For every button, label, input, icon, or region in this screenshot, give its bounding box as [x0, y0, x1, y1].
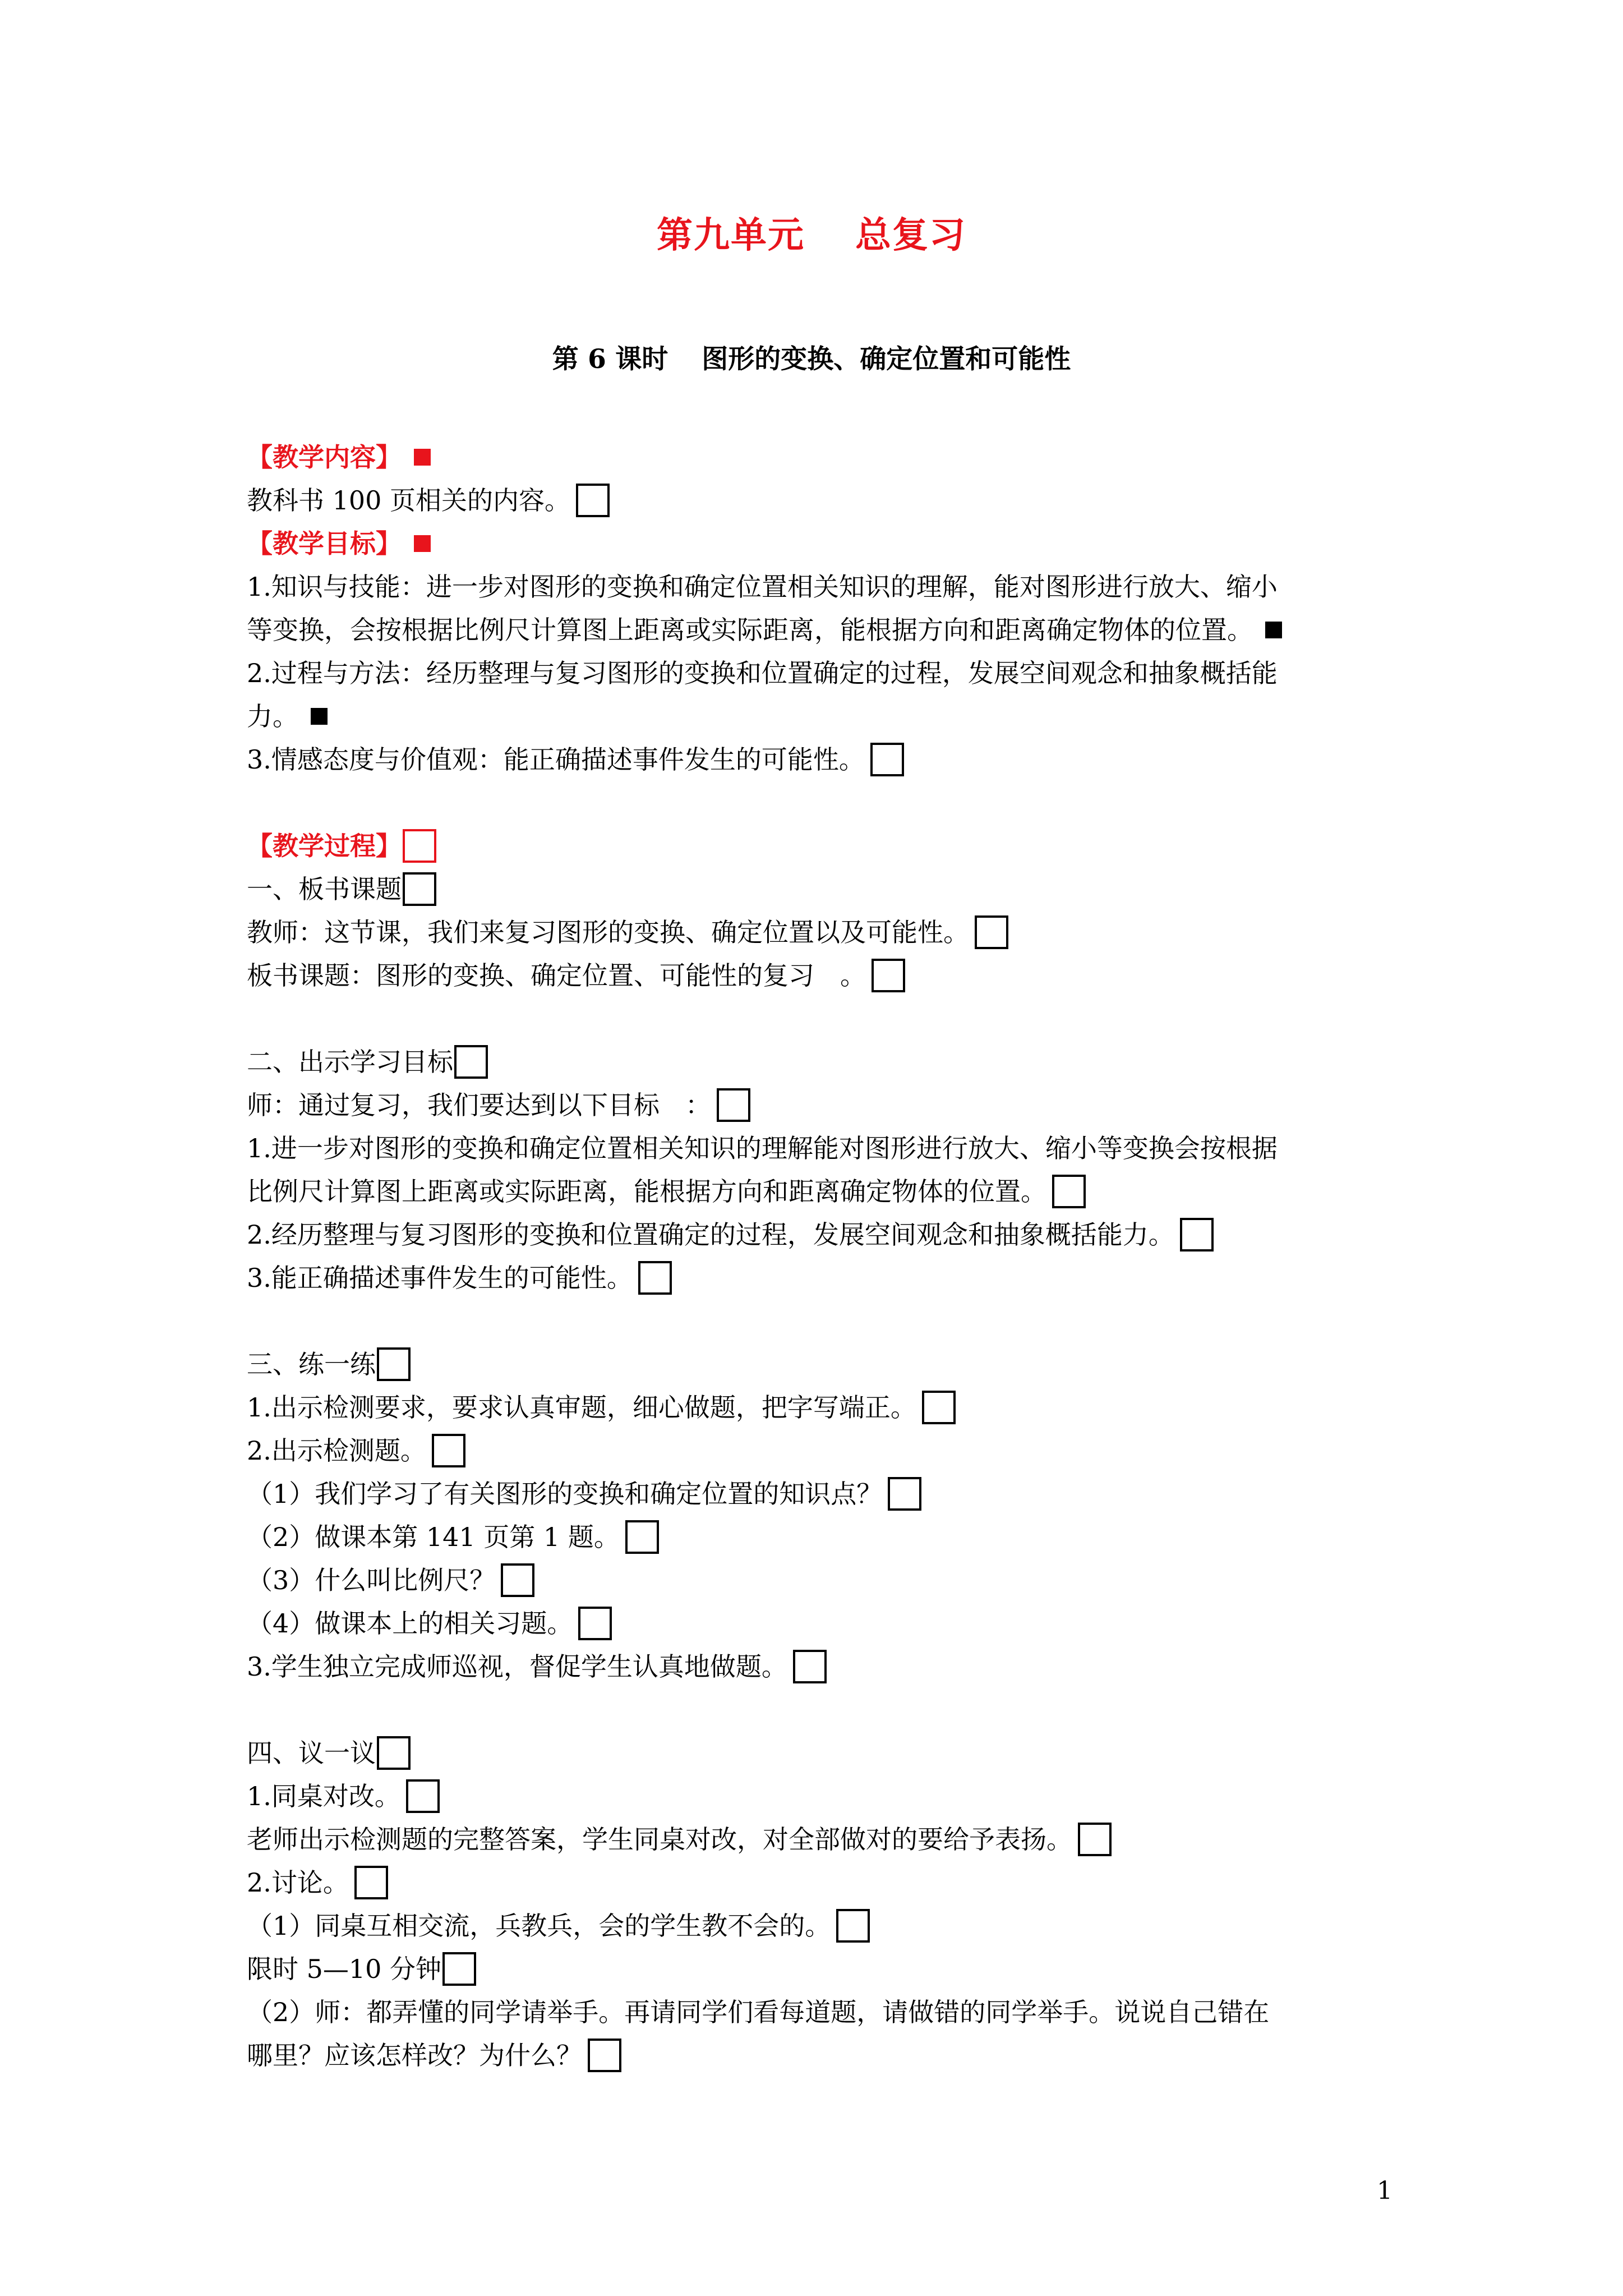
text-line: （3）什么叫比例尺？	[247, 1564, 534, 1599]
text-line: 2.出示检测题。	[247, 1434, 465, 1470]
checkbox[interactable]	[922, 1391, 956, 1424]
checkbox[interactable]	[588, 2039, 621, 2072]
checkbox[interactable]	[442, 1952, 476, 1986]
checkbox[interactable]	[406, 1779, 440, 1813]
text-line: 哪里？应该怎样改？为什么？	[247, 2039, 621, 2074]
lesson-number: 第 6 课时	[552, 344, 668, 375]
black-square-marker	[1265, 622, 1282, 638]
text-line: 师：通过复习，我们要达到以下目标 ：	[247, 1089, 750, 1124]
text-line: 1.同桌对改。	[247, 1780, 440, 1815]
checkbox[interactable]	[717, 1088, 750, 1122]
checkbox[interactable]	[975, 915, 1008, 949]
text-line: 2.过程与方法：经历整理与复习图形的变换和位置确定的过程，发展空间观念和抽象概括能	[247, 658, 1278, 688]
section-heading-goals: 【教学目标】	[247, 527, 431, 560]
black-square-marker	[311, 708, 328, 725]
section-heading-content: 【教学内容】	[247, 441, 431, 473]
checkbox[interactable]	[576, 484, 610, 517]
text-line: 力。	[247, 700, 328, 733]
text-line: 老师出示检测题的完整答案，学生同桌对改，对全部做对的要给予表扬。	[247, 1823, 1112, 1858]
checkbox[interactable]	[1052, 1175, 1086, 1208]
lesson-topic: 图形的变换、确定位置和可能性	[702, 344, 1071, 375]
section-title: 四、议一议	[247, 1737, 411, 1772]
text-line: 1.出示检测要求，要求认真审题，细心做题，把字写端正。	[247, 1391, 956, 1427]
checkbox[interactable]	[625, 1520, 659, 1554]
text-line: （1）我们学习了有关图形的变换和确定位置的知识点？	[247, 1478, 921, 1513]
title-review: 总复习	[855, 214, 966, 256]
checkbox[interactable]	[354, 1866, 388, 1899]
red-square-marker	[414, 535, 431, 552]
text-line: 教师：这节课，我们来复习图形的变换、确定位置以及可能性。	[247, 916, 1008, 951]
text-line: 2.经历整理与复习图形的变换和位置确定的过程，发展空间观念和抽象概括能力。	[247, 1218, 1214, 1254]
checkbox[interactable]	[870, 743, 904, 776]
main-title	[0, 214, 1623, 256]
section-heading-process: 【教学过程】	[247, 830, 436, 865]
text-line: 3.情感态度与价值观：能正确描述事件发生的可能性。	[247, 743, 904, 779]
section-title: 三、练一练	[247, 1348, 411, 1383]
text-line: （2）做课本第 141 页第 1 题。	[247, 1521, 659, 1556]
title-unit: 第九单元	[657, 214, 805, 256]
checkbox[interactable]	[638, 1261, 672, 1295]
text-line: 1.进一步对图形的变换和确定位置相关知识的理解能对图形进行放大、缩小等变换会按根据	[247, 1133, 1278, 1163]
text-line: 比例尺计算图上距离或实际距离，能根据方向和距离确定物体的位置。	[247, 1175, 1086, 1211]
text-line: 3.能正确描述事件发生的可能性。	[247, 1262, 672, 1297]
text-line: 等变换，会按根据比例尺计算图上距离或实际距离，能根据方向和距离确定物体的位置。	[247, 614, 1282, 646]
checkbox[interactable]	[454, 1045, 488, 1079]
checkbox[interactable]	[377, 1347, 411, 1381]
text-line: 2.讨论。	[247, 1866, 388, 1902]
lesson-subtitle	[0, 344, 1623, 375]
section-title: 一、板书课题	[247, 873, 436, 908]
checkbox[interactable]	[872, 959, 905, 992]
text-line: （1）同桌互相交流，兵教兵，会的学生教不会的。	[247, 1910, 870, 1945]
checkbox[interactable]	[1180, 1218, 1214, 1251]
checkbox[interactable]	[1078, 1823, 1112, 1856]
checkbox[interactable]	[501, 1563, 534, 1597]
checkbox[interactable]	[578, 1607, 612, 1640]
checkbox[interactable]	[793, 1650, 827, 1683]
checkbox[interactable]	[403, 872, 436, 906]
section-title: 二、出示学习目标	[247, 1046, 488, 1081]
checkbox[interactable]	[432, 1434, 465, 1467]
text-line: （4）做课本上的相关习题。	[247, 1607, 612, 1642]
red-square-marker	[414, 449, 431, 466]
text-line: 1.知识与技能：进一步对图形的变换和确定位置相关知识的理解，能对图形进行放大、缩小	[247, 572, 1278, 602]
checkbox[interactable]	[377, 1736, 411, 1770]
checkbox[interactable]	[836, 1909, 870, 1943]
text-line: （2）师：都弄懂的同学请举手。再请同学们看每道题，请做错的同学举手。说说自己错在	[247, 1997, 1270, 2027]
text-line: 3.学生独立完成师巡视，督促学生认真地做题。	[247, 1650, 827, 1686]
page-number: 1	[1377, 2177, 1393, 2205]
text-line: 教科书 100 页相关的内容。	[247, 484, 610, 519]
text-line: 板书课题：图形的变换、确定位置、可能性的复习 。	[247, 959, 905, 995]
checkbox[interactable]	[403, 829, 436, 863]
checkbox[interactable]	[888, 1477, 921, 1511]
text-line: 限时 5—10 分钟	[247, 1953, 476, 1988]
